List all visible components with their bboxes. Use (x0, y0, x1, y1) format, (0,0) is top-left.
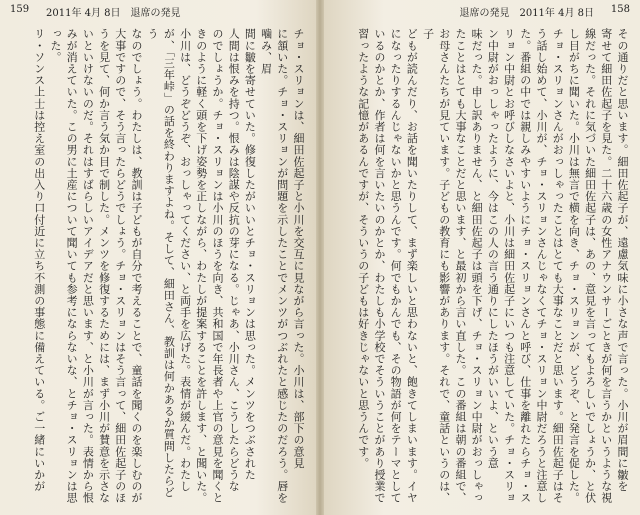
left-line: に頷いた。チョ・スリョンが問題を示したことでメンツがつぶれたと感じたのだろう。唇を噛み、眉 (259, 28, 289, 504)
right-line: 寄せて細田佐起子を見た。二十六歳の女性アナウンサーごときが何を言うかというような視 (599, 28, 613, 504)
right-line: お母さんたちが見ています。子どもの教育にも影響があります。それで、童話というのは、子 (421, 28, 451, 504)
left-line: 大事ですので、そう言ったらどうでしょう。チョ・スリョンはそう言って、細田佐起子のほ (113, 28, 127, 504)
right-line: ン中尉がおっしゃったように、今はこの人の言う通りにしたほうがいいよ、という意 (486, 28, 500, 469)
left-line: った。 (48, 28, 62, 63)
left-line: なのでしょう。わたしは、教訓は子どもが自分で考えることで、童話を聞くのを楽しむのが (129, 28, 143, 504)
left-line: 人間は恨みを持つ。恨みは陰謀や反抗の芽になる。じゃあ、小川さん、こうしたらどうな (227, 28, 241, 492)
right-page-number: 158 (610, 4, 630, 15)
right-running-head: 退席の発見 2011年 4月 8日 (459, 8, 594, 19)
left-body-text (6, 28, 306, 508)
left-line: みが消えていた。この男に土産について聞いても参考にならないな、とチョ・スリョンは思 (65, 28, 79, 504)
right-line: 習ったような記憶があるんですが、そういうの子どもは好きじゃないと思うんです。 (356, 28, 370, 469)
right-line: どもが読んだり、お話を聞いたりして、まず楽しいと思わないと、飽きてしまいます。イヤ (405, 28, 419, 504)
left-line: 小川は、どうぞどうぞ、おっしゃってください、と両手を広げた。表情が緩んだ。わたし (178, 28, 192, 492)
right-line: 線だった。それに気づいた細田佐起子は、あの、意見を言ってもよろしいでしょうか、と伏 (583, 28, 597, 504)
right-line: チョ・スリョンさんがおっしゃったことはとても大事なことだと思います。細田佐起子はそ (551, 28, 565, 504)
right-line: になったりするんじゃないかと思うんです。何でもかんでも、その物語が何をテーマとして (389, 28, 403, 504)
left-line: リ・ソンス上士は控え室の出入り口付近に立ち不測の事態に備えている。ご一緒にいかが (32, 28, 46, 492)
right-line: し目がちに聞いた。小川は無言で横を向き、チョ・スリョンが、どうぞ、と発言を促した。 (567, 28, 581, 504)
left-line: うを見て、何か言う気か目で制した。メンツを修復するためには、まず小川が賛意を示さな (97, 28, 111, 504)
left-line: いといけないのだ。それはすばらしいアイデアだと思います、と小川が言った。表情から恨 (81, 28, 95, 504)
left-page-number: 159 (10, 4, 30, 15)
right-line: う話し始めて、小川が、チョ・スリョンさんじゃなくてチョ・スリョン中尉だろうと注意し (534, 28, 548, 504)
right-body-text (330, 28, 630, 508)
left-running-head: 2011年 4月 8日 退席の発見 (46, 8, 181, 19)
right-line: た。番組の中では親しみやすいようにチョ・スリョンさんと呼び、仕事を離れたらチョ・ス (518, 28, 532, 504)
left-line: 間に皺を寄せていた。修復したがいいとチョ・スリョンは思った。メンツをつぶされた (243, 28, 257, 481)
right-line: その通りだと思います。細田佐起子が、遠慮気味に小さな声で言った。小川が眉間に皺を (616, 28, 629, 492)
book-gutter (316, 0, 324, 515)
right-line: いるのかとか、作者は何を言いたいのかとか、わたしも小学校でそういうことがあり授業で (372, 28, 386, 504)
right-line: リョン中尉とお呼びしなさいよと、小川は細田佐起子にいつも注意していた。チョ・スリョ (502, 28, 516, 504)
right-line: たことはとても大事なことだと思います、と最初から言い直した。この番組は朝の番組で、 (453, 28, 467, 504)
right-line: 味だった。申し訳ありません、と細田佐起子は頭を下げ、チョ・スリョン中尉がおっしゃっ (470, 28, 484, 504)
left-line: きのように軽く頭を下げ姿勢を正しながら、わたしが提案することを許します、と聞いた。 (194, 28, 208, 504)
left-line: が、「三年峠」の話を終わりますよね。そして、細田さん、教訓は何かあるか質問したらどう (146, 28, 176, 499)
left-line: のでしょうか。チョ・スリョンは小川のほうを向き、共和国で年長者や上官の意見を聞くと (210, 28, 224, 504)
left-line: チョ・スリョンは、細田佐起子と小川を交互に見ながら言った。小川は、部下の意見 (292, 28, 305, 469)
